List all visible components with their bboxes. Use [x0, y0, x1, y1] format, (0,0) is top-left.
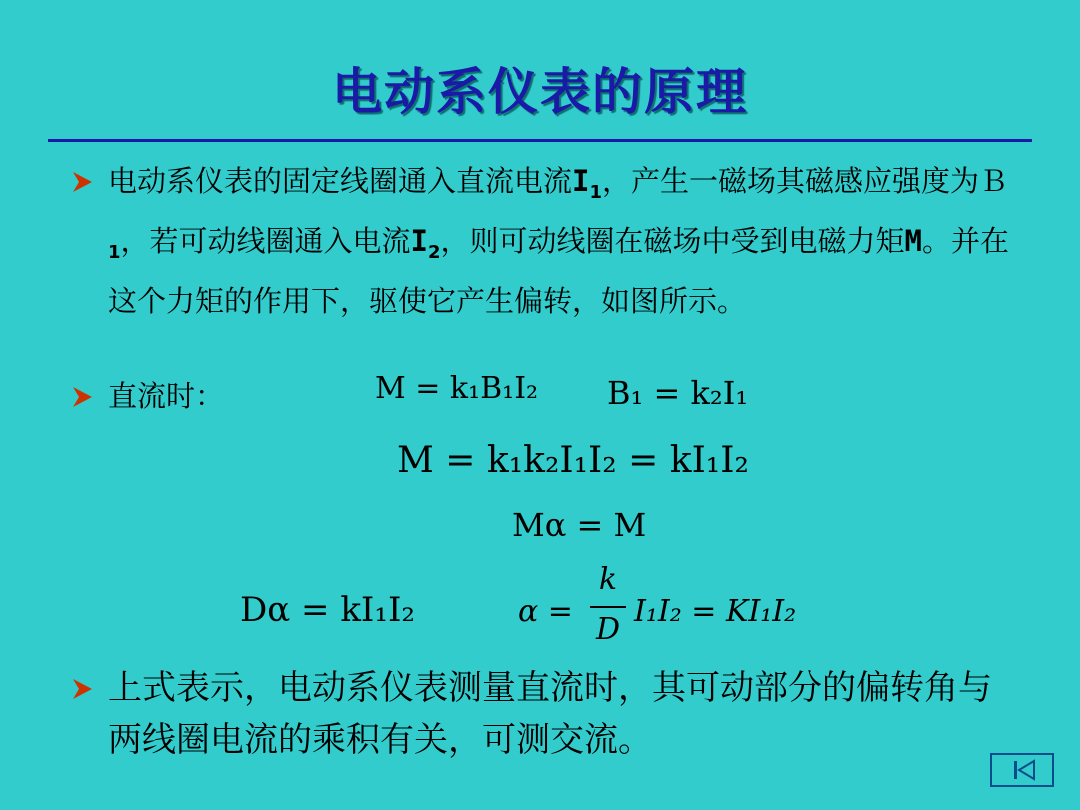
bullet-arrow-icon: [70, 169, 96, 195]
formula-b1-k2i1: B₁ = k₂I₁: [607, 374, 749, 412]
fraction-denominator: D: [595, 612, 621, 647]
formula-malpha-m: Mα = M: [512, 506, 647, 544]
title-divider: [48, 139, 1032, 142]
formula-m-kI1I2: M = k₁k₂I₁I₂ = kI₁I₂: [397, 440, 749, 481]
bullet-2-text: 直流时：: [108, 379, 225, 413]
fraction-numerator: k: [598, 562, 618, 597]
bullet-3-text: 上式表示，电动系仪表测量直流时，其可动部分的偏转角与两线圈电流的乘积有关，可测交流。: [108, 668, 992, 760]
formula-alpha-lhs: α =: [518, 594, 573, 629]
slide-title: 电动系仪表的原理: [332, 63, 748, 121]
bullet-arrow-icon: [70, 384, 96, 410]
last-slide-button[interactable]: [990, 753, 1054, 787]
fraction-bar: [590, 606, 626, 608]
formula-m-k1b1i2: M = k₁B₁I₂: [375, 371, 539, 406]
formula-alpha-rhs: I₁I₂ = KI₁I₂: [634, 594, 797, 629]
bullet-arrow-icon: [70, 676, 96, 702]
formula-dalpha-kI1I2: Dα = kI₁I₂: [240, 590, 416, 630]
bullet-1-text: 电动系仪表的固定线圈通入直流电流$I_1$，产生一磁场其磁感应强度为Ｂ$_1$，若可动线圈通入电流$I_2$，则可动线圈在磁场中受到电磁力矩M。并在这个力矩的作用下，驱使它产生偏转，如图所示。: [108, 164, 1010, 318]
last-slide-icon: [992, 755, 1052, 785]
